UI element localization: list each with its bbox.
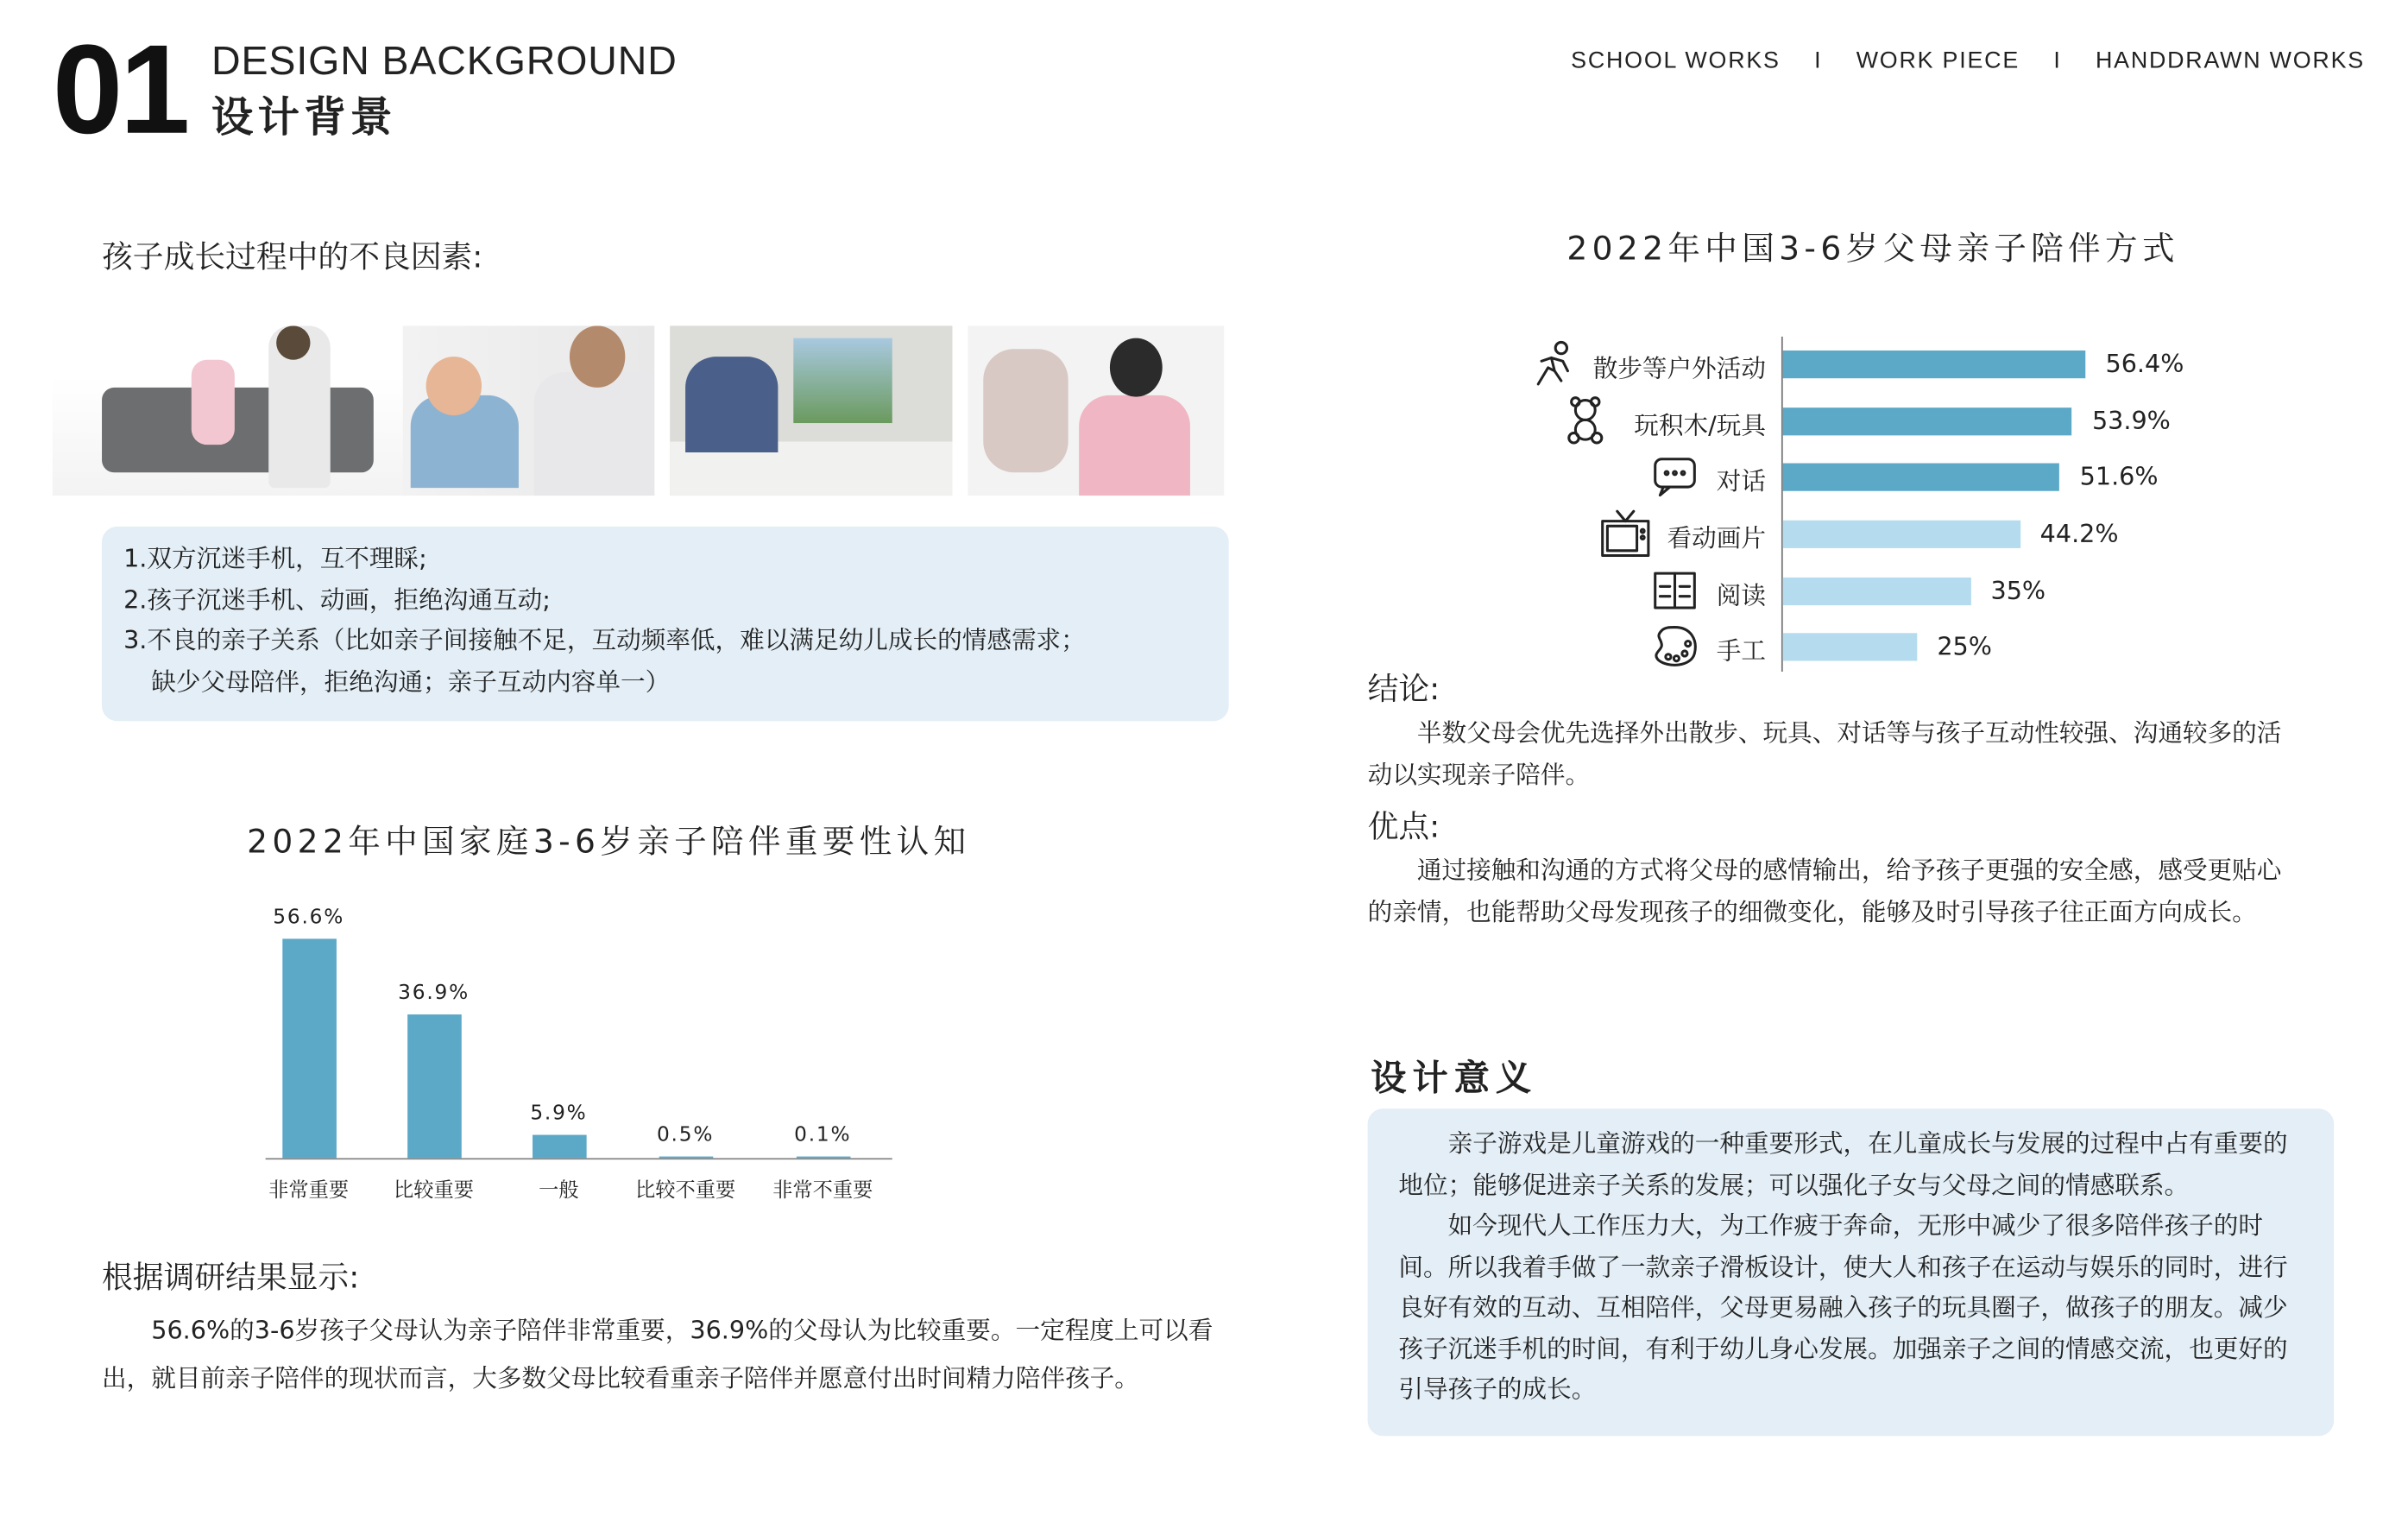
bar-value-label: 56.6% — [273, 906, 345, 930]
meaning-paragraph: 如今现代人工作压力大，为工作疲于奔命，无形中减少了很多陪伴孩子的时间。所以我着手做了一款亲子滑板设计，使大人和孩子在运动与娱乐的同时，进行良好有效的互动、互相陪伴，父母更易融入孩子的玩具圈子，做孩子的朋友。减少孩子沉迷手机的时间，有利于幼儿身心发展。加强亲子之间的情感交流，也更好的引导孩子的成长。 — [1398, 1210, 2288, 1404]
category-label: 玩积木/玩具 — [1634, 410, 1767, 440]
chart-title-methods: 2022年中国3-6岁父母亲子陪伴方式 — [1566, 230, 2179, 268]
category-label: 非常重要 — [268, 1179, 350, 1203]
running-icon — [1525, 338, 1578, 391]
meaning-heading: 设计意义 — [1371, 1058, 1538, 1100]
book-icon — [1648, 565, 1701, 618]
chat-bubble-icon — [1648, 451, 1701, 503]
survey-heading: 根据调研结果显示: — [102, 1258, 360, 1296]
bar-value-label: 0.1% — [794, 1123, 852, 1146]
factors-heading: 孩子成长过程中的不良因素: — [102, 237, 483, 275]
teddy-bear-icon — [1559, 395, 1611, 448]
bar-2 — [532, 1135, 586, 1158]
bar-value-label: 5.9% — [530, 1102, 588, 1127]
bar-value-label: 0.5% — [656, 1123, 715, 1146]
bar-2 — [1783, 464, 2060, 491]
category-label: 看动画片 — [1667, 523, 1767, 553]
survey-text: 56.6%的3-6岁孩子父母认为亲子陪伴非常重要，36.9%的父母认为比较重要。一定程度上可以看出，就目前亲子陪伴的现状而言，大多数父母比较看重亲子陪伴并愿意付出时间精力陪伴孩子。 — [102, 1315, 1213, 1393]
bar-value-label: 56.4% — [2105, 349, 2184, 379]
conclusion-text: 半数父母会优先选择外出散步、玩具、对话等与孩子互动性较强、沟通较多的活动以实现亲子陪伴。 — [1367, 717, 2282, 789]
bar-4 — [796, 1156, 850, 1159]
nav-work-piece[interactable]: WORK PIECE — [1856, 47, 2020, 74]
section-title-cn: 设计背景 — [211, 94, 397, 142]
bar-5 — [1783, 633, 1917, 660]
category-label: 非常不重要 — [772, 1179, 873, 1203]
bar-0 — [1783, 351, 2086, 378]
bar-0 — [281, 938, 336, 1158]
palette-icon — [1648, 621, 1701, 673]
y-axis — [1781, 337, 1783, 672]
bar-value-label: 53.9% — [2091, 406, 2171, 436]
category-label: 散步等户外活动 — [1592, 353, 1767, 383]
factor-item: 2.孩子沉迷手机、动画，拒绝沟通互动; — [123, 584, 551, 614]
category-label: 对话 — [1716, 466, 1767, 496]
category-label: 阅读 — [1716, 580, 1767, 610]
bar-value-label: 51.6% — [2079, 461, 2159, 491]
category-label: 比较不重要 — [634, 1179, 736, 1203]
conclusion-heading: 结论: — [1367, 670, 1440, 708]
bar-4 — [1783, 578, 1971, 605]
advantage-text: 通过接触和沟通的方式将父母的感情输出，给予孩子更强的安全感，感受更贴心的亲情，也能帮助父母发现孩子的细微变化，能够及时引导孩子往正面方向成长。 — [1367, 855, 2282, 927]
section-number: 01 — [52, 20, 187, 161]
bar-3 — [659, 1156, 713, 1159]
tv-icon — [1599, 508, 1652, 560]
nav-school-works[interactable]: SCHOOL WORKS — [1571, 47, 1781, 74]
bar-value-label: 25% — [1937, 631, 1992, 661]
meaning-paragraph: 亲子游戏是儿童游戏的一种重要形式，在儿童成长与发展的过程中占有重要的地位；能够促进亲子关系的发展；可以强化子女与父母之间的情感联系。 — [1398, 1128, 2288, 1199]
factor-item: 3.不良的亲子关系（比如亲子间接触不足，互动频率低，难以满足幼儿成长的情感需求； — [123, 625, 1086, 655]
factor-item: 缺少父母陪伴，拒绝沟通；亲子互动内容单一） — [151, 666, 671, 696]
chart-title-importance: 2022年中国家庭3-6岁亲子陪伴重要性认知 — [247, 823, 971, 861]
category-label: 一般 — [539, 1179, 579, 1203]
bar-value-label: 35% — [1990, 576, 2046, 606]
bar-1 — [1783, 407, 2072, 435]
bar-value-label: 44.2% — [2039, 518, 2119, 548]
category-label: 手工 — [1716, 635, 1767, 666]
bar-1 — [407, 1015, 461, 1159]
advantage-heading: 优点: — [1367, 807, 1440, 845]
section-title-en: DESIGN BACKGROUND — [211, 36, 678, 84]
x-axis — [266, 1158, 892, 1159]
meaning-box — [1368, 1109, 2335, 1436]
nav-separator: I — [2053, 47, 2062, 74]
nav-handdrawn-works[interactable]: HANDDRAWN WORKS — [2095, 47, 2365, 74]
bar-value-label: 36.9% — [398, 982, 470, 1007]
factor-item: 1.双方沉迷手机，互不理睬; — [123, 543, 427, 573]
nav-separator: I — [1814, 47, 1823, 74]
category-label: 比较重要 — [394, 1179, 475, 1203]
bar-3 — [1783, 521, 2020, 548]
